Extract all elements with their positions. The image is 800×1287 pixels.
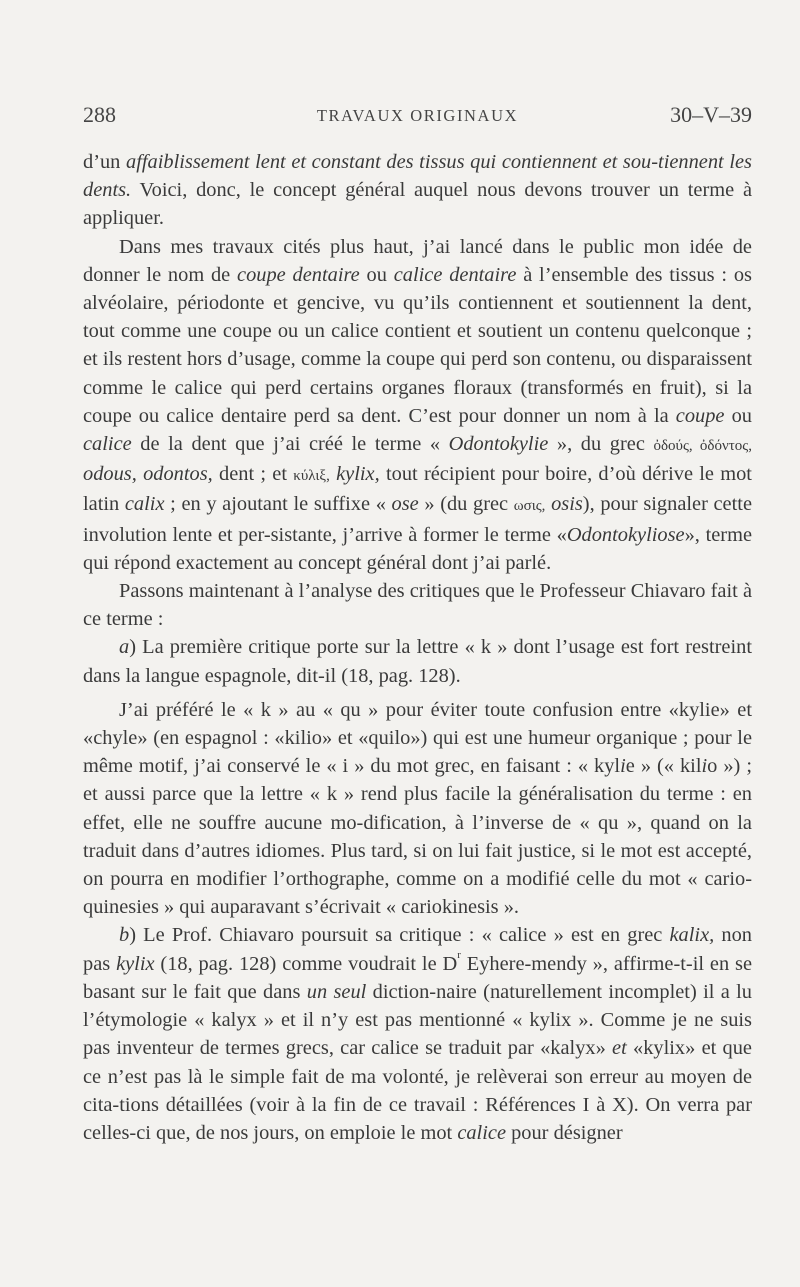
running-header	[83, 102, 752, 132]
italic-text: calice	[457, 1121, 506, 1144]
text-run: », du grec	[548, 433, 654, 456]
italic-text: calice	[83, 433, 132, 456]
italic-text: et	[612, 1037, 627, 1060]
text-run: ) La première critique porte sur la lettre « k » dont l’usage est fort restreint dans la langue espagnole, dit-il (18, pag. 128).	[83, 636, 752, 687]
text-run: », terme qui répond exactement au concept général dont j’ai parlé.	[83, 523, 752, 574]
italic-text: calice dentaire	[393, 263, 517, 286]
greek-word: ὀδούς, ὀδόντος,	[653, 438, 752, 455]
body-text	[83, 148, 752, 1147]
text-run: Voici, donc, le concept général auquel nous devons trouver un terme à appliquer.	[83, 179, 752, 230]
italic-text: i	[620, 755, 626, 778]
text-run: Dans mes travaux cités plus haut, j’ai lancé dans le public mon idée de donner le nom de	[83, 235, 752, 286]
text-run: (18, pag. 128) comme voudrait le D	[154, 952, 458, 975]
greek-word: ωσις,	[513, 498, 546, 515]
text-run: ), pour signaler cette involution lente et per-sistante, j’arrive à former le terme «	[83, 493, 752, 546]
paragraph	[83, 696, 752, 922]
issue-date: 30–V–39	[670, 102, 752, 127]
text-run: tout récipient pour boire, d’où dérive le mot latin	[83, 463, 752, 516]
paragraph	[83, 633, 752, 689]
page-number: 288	[83, 102, 116, 127]
text-run: ou	[724, 404, 752, 427]
text-run: o ») ; et aussi parce que la lettre « k » rend plus facile la généralisation du terme : en effet, elle ne souffre aucune mo-dification, à l’inverse de « qu », quand on la traduit dans d’autres idiomes. Plus tard, si on lui fait justice, si le mot est accepté, on pourra en modifier l’orthographe, comme on a modifié celle du mot « cario-quinesies » qui auparavant s’écrivait « cariokinesis ».	[83, 755, 752, 919]
paragraph	[83, 577, 752, 633]
italic-text: un seul	[306, 980, 367, 1003]
italic-text: calix	[124, 493, 165, 516]
text-run: de la dent que j’ai créé le terme «	[131, 433, 449, 456]
paragraph	[83, 148, 752, 233]
italic-text: Odontokyliose	[566, 523, 685, 546]
italic-text: kylix,	[336, 463, 380, 486]
text-run: e » (« kil	[625, 755, 702, 778]
italic-text: i	[701, 755, 708, 778]
italic-text: b	[119, 924, 130, 947]
italic-text: odous, odontos,	[83, 463, 213, 486]
italic-text: ose	[391, 493, 419, 516]
text-run: pour désigner	[506, 1121, 623, 1144]
italic-text: affaiblissement lent et constant des tissus qui contiennent et sou-tiennent les dents.	[83, 151, 752, 202]
italic-text: kalix,	[669, 924, 715, 947]
italic-text: Odontokylie	[448, 433, 549, 456]
italic-text: osis	[551, 493, 583, 516]
text-run: diction-naire (naturellement incomplet) il a lu l’étymologie « kalyx » et il n’y est pas mentionné « kylix ». Comme je ne suis pas inventeur de termes grecs, car calice se traduit par «kalyx»	[83, 980, 752, 1060]
text-run: dent ; et	[212, 463, 294, 486]
text-run: ou	[359, 263, 394, 286]
text-run: ; en y ajoutant le suffixe «	[164, 493, 392, 516]
text-run: Eyhere-mendy », affirme-t-il en se basant sur le fait que dans	[83, 952, 752, 1003]
text-run: Passons maintenant à l’analyse des critiques que le Professeur Chiavaro fait à ce terme :	[83, 580, 752, 631]
text-run: J’ai préféré le « k » au « qu » pour éviter toute confusion entre «kylie» et «chyle» (en espagnol : «kilio» et «quilo») qui est une humeur organique ; pour le même motif, j’ai conservé le « i » du mot grec, en faisant : « kyl	[83, 698, 752, 778]
text-run: » (du grec	[418, 493, 514, 516]
italic-text: coupe	[675, 404, 725, 427]
superscript: r	[457, 948, 461, 961]
italic-text: a	[119, 636, 130, 659]
running-title: TRAVAUX ORIGINAUX	[316, 106, 519, 125]
text-run: ) Le Prof. Chiavaro poursuit sa critique : « calice » est en grec	[129, 924, 670, 947]
text-run: non pas	[83, 924, 752, 975]
italic-text: kylix	[116, 952, 155, 975]
text-run: d’un	[83, 151, 127, 173]
paragraph	[83, 921, 752, 1147]
italic-text: coupe dentaire	[237, 263, 360, 286]
greek-word: κύλιξ,	[293, 468, 330, 485]
paragraph	[83, 233, 752, 577]
text-run: «kylix» et que ce n’est pas là le simple fait de ma volonté, je relèverai son erreur au moyen de cita-tions détaillées (voir à la fin de ce travail : Références I à X). On verra par celles-ci que, de nos jours, on emploie le mot	[83, 1037, 752, 1144]
text-run: à l’ensemble des tissus : os alvéolaire, périodonte et gencive, vu qu’ils contiennent et soutiennent la dent, tout comme une coupe ou un calice contient et soutient un contenu quelconque ; et ils restent hors d’usage, comme la coupe qui perd son contenu, ou disparaissent comme le calice qui perd certains organes floraux (transformés en fruit), si la coupe ou calice dentaire perd sa dent. C’est pour donner un nom à la	[83, 263, 752, 427]
